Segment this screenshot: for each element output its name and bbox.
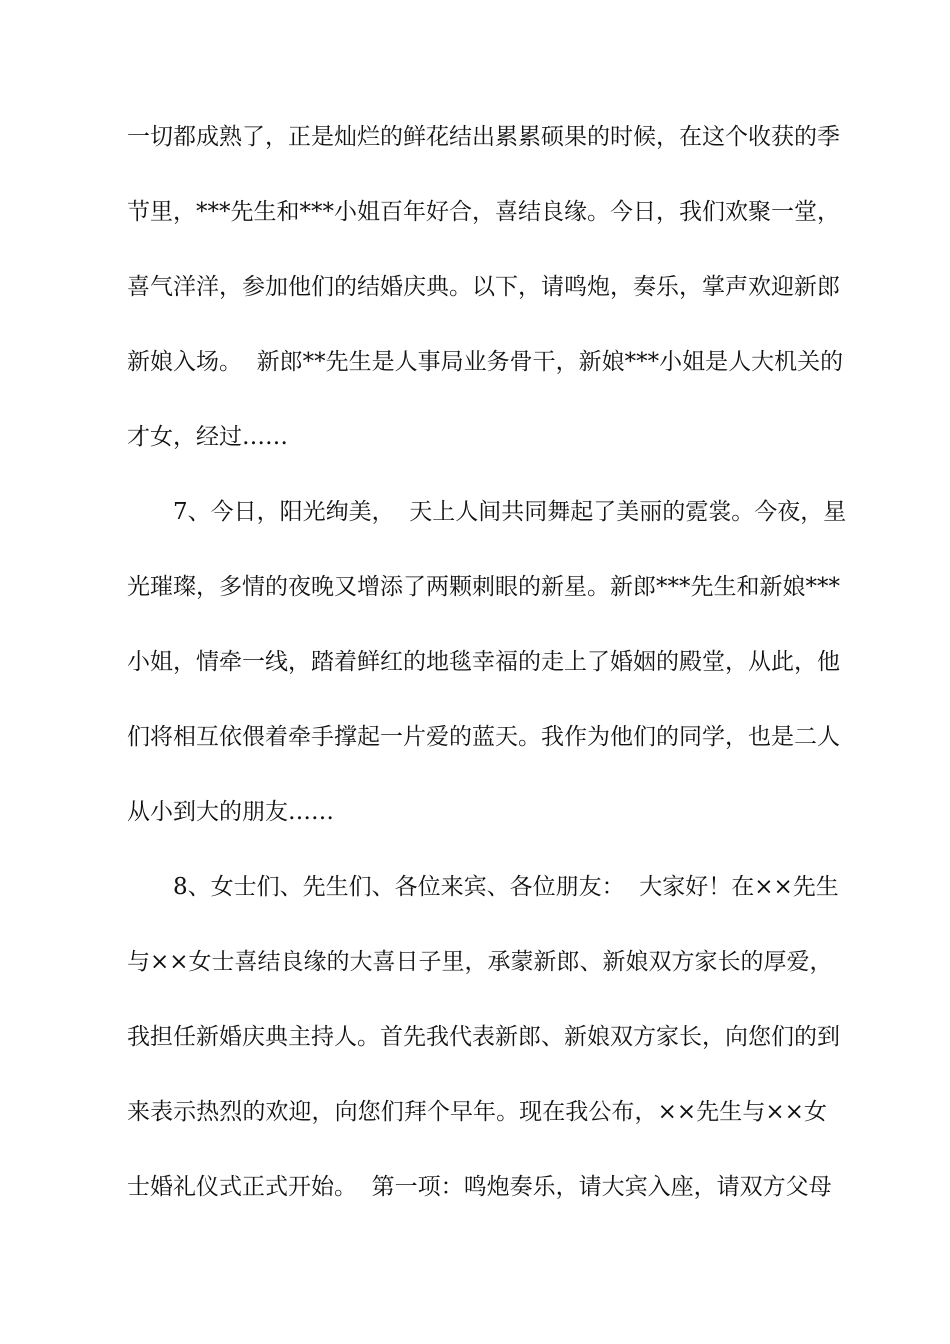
text-line: 才女，经过…… <box>127 424 288 450</box>
text-line: 8、女士们、先生们、各位来宾、各位朋友： 大家好！在××先生 <box>173 874 839 900</box>
text-line: 我担任新婚庆典主持人。首先我代表新郎、新娘双方家长，向您们的到 <box>127 1024 840 1050</box>
text-line: 从小到大的朋友…… <box>127 799 334 825</box>
text-line: 7、今日，阳光绚美， 天上人间共同舞起了美丽的霓裳。今夜，星 <box>173 499 847 525</box>
text-line: 节里，***先生和***小姐百年好合，喜结良缘。今日，我们欢聚一堂， <box>127 199 840 225</box>
text-line: 们将相互依偎着牵手撑起一片爱的蓝天。我作为他们的同学，也是二人 <box>127 724 840 750</box>
text-line: 来表示热烈的欢迎，向您们拜个早年。现在我公布，××先生与××女 <box>127 1099 827 1125</box>
text-line: 新娘入场。 新郎**先生是人事局业务骨干，新娘***小姐是人大机关的 <box>127 349 844 375</box>
text-line: 与××女士喜结良缘的大喜日子里，承蒙新郎、新娘双方家长的厚爱， <box>127 949 833 975</box>
text-line: 一切都成熟了，正是灿烂的鲜花结出累累硕果的时候，在这个收获的季 <box>127 124 840 150</box>
text-line: 小姐，情牵一线，踏着鲜红的地毯幸福的走上了婚姻的殿堂，从此，他 <box>127 649 840 675</box>
text-line: 士婚礼仪式正式开始。 第一项：鸣炮奏乐，请大宾入座，请双方父母 <box>127 1174 832 1200</box>
text-line: 喜气洋洋，参加他们的结婚庆典。以下，请鸣炮，奏乐，掌声欢迎新郎 <box>127 274 840 300</box>
text-line: 光璀璨，多情的夜晚又增添了两颗刺眼的新星。新郎***先生和新娘*** <box>127 574 840 600</box>
